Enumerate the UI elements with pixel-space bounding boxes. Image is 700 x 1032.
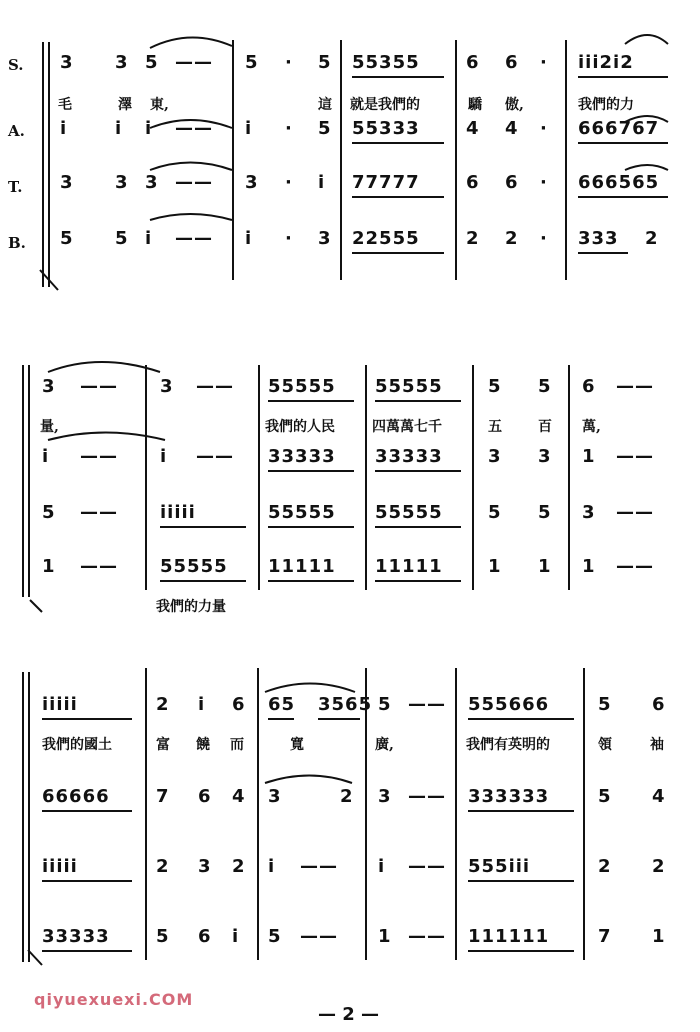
note: 5 [318,118,332,139]
part-label-soprano: S. [8,56,24,74]
dash: —— [80,502,118,523]
dot: · [285,52,293,73]
lyric: 我們的人民 [265,419,335,435]
note: 5 [60,228,74,249]
corner-mark-3 [28,950,42,965]
note: 3 [245,172,259,193]
note: 2 [598,856,612,877]
note: 2 [156,694,170,715]
note: 1 [488,556,502,577]
dash: —— [175,52,213,73]
note: 3 [145,172,159,193]
underline [268,718,294,720]
system-2-brace-inner [28,365,30,597]
note: 1 [42,556,56,577]
note-group: 55555 [375,376,443,397]
system-1-brace [42,42,44,287]
barline [568,365,570,590]
dash: —— [616,556,654,577]
note: 5 [538,502,552,523]
lyric: 領 [598,737,612,753]
note: i [145,118,153,139]
lyric: 就是我們的 [350,97,420,113]
note-group: 555666 [468,694,550,715]
lyric: 富 [156,737,170,753]
note: i [42,446,50,467]
note: 3 [538,446,552,467]
note-group: 22555 [352,228,420,249]
system-3-brace [22,672,24,962]
barline [565,40,567,280]
note: i [115,118,123,139]
note: 6 [198,926,212,947]
dot: · [540,228,548,249]
note: i [378,856,386,877]
slur-s3-alto [265,776,352,784]
note: 6 [505,172,519,193]
system-1-brace-inner [48,42,50,287]
note-group: 77777 [352,172,420,193]
tie-s1-soprano [150,37,232,48]
dot: · [285,118,293,139]
note: 4 [652,786,666,807]
lyric: 我們有英明的 [466,737,550,753]
underline [352,76,444,78]
note: 3 [160,376,174,397]
barline [472,365,474,590]
note: 2 [156,856,170,877]
underline [468,880,574,882]
note: 6 [466,52,480,73]
note: 1 [582,446,596,467]
lyric: 廣, [375,737,394,753]
underline [578,76,668,78]
note: 5 [538,376,552,397]
note: 1 [538,556,552,577]
note: i [160,446,168,467]
lyric: 毛 [58,97,72,113]
note: 4 [466,118,480,139]
lyric: 袖 [650,737,664,753]
tie-s1-tenor [150,163,232,171]
note: 7 [156,786,170,807]
tie-s2-soprano [48,362,160,372]
note: 5 [488,376,502,397]
underline [42,810,132,812]
underline [42,718,132,720]
note: 5 [245,52,259,73]
note: 5 [598,786,612,807]
note-group: 55555 [160,556,228,577]
note: 2 [340,786,354,807]
note: 6 [232,694,246,715]
dash: —— [300,856,338,877]
note: 4 [232,786,246,807]
note-group: iiiii [42,694,78,715]
note: 2 [505,228,519,249]
slur-s1-tenor-end [625,165,668,170]
part-label-bass: B. [8,234,26,252]
note-group: 333333 [468,786,550,807]
note: 3 [115,172,129,193]
note-group: 55555 [375,502,443,523]
note: 5 [145,52,159,73]
note: 7 [598,926,612,947]
underline [42,880,132,882]
note: 2 [466,228,480,249]
barline [455,668,457,960]
note-group: 3565 [318,694,373,715]
underline [42,950,132,952]
note: 5 [156,926,170,947]
note-group: 333 [578,228,619,249]
note: 1 [378,926,392,947]
note: 3 [378,786,392,807]
note-group: 65 [268,694,296,715]
lyric: 傲, [505,97,524,113]
note-group: 55555 [268,376,336,397]
note: 3 [582,502,596,523]
note: 5 [115,228,129,249]
lyric: 東, [150,97,169,113]
note-group: 33333 [375,446,443,467]
note: 1 [582,556,596,577]
note: i [232,926,240,947]
note-group: iiiii [42,856,78,877]
system-3-brace-inner [28,672,30,962]
slur-s1-soprano-end [625,35,668,44]
note: 1 [652,926,666,947]
lyric: 饒 [196,737,210,753]
corner-mark-2 [30,600,42,612]
note-group: 666565 [578,172,660,193]
underline [375,400,461,402]
lyric: 寬 [290,737,304,753]
note: 6 [582,376,596,397]
barline [145,668,147,960]
dash: —— [408,926,446,947]
note-group: 33333 [42,926,110,947]
lyric: 驕 [468,97,482,113]
dash: —— [175,118,213,139]
system-2-brace [22,365,24,597]
barline [340,40,342,280]
underline [468,950,574,952]
dash: —— [408,856,446,877]
note: i [60,118,68,139]
barline [257,668,259,960]
dash: —— [616,376,654,397]
dash: —— [80,556,118,577]
note: i [318,172,326,193]
note-group: 11111 [268,556,336,577]
slur-s3-soprano [265,684,355,693]
note: i [245,118,253,139]
dot: · [540,52,548,73]
dot: · [285,228,293,249]
note-group: 11111 [375,556,443,577]
bass-lyric: 我們的力量 [156,599,226,615]
lyric: 澤 [118,97,132,113]
underline [318,718,360,720]
underline [352,142,444,144]
note: 3 [268,786,282,807]
barline [365,365,367,590]
note: 4 [505,118,519,139]
underline [578,196,668,198]
part-label-alto: A. [8,122,25,140]
dot: · [540,172,548,193]
underline [375,470,461,472]
lyric: 四萬萬七千 [372,419,442,435]
note: 2 [645,228,659,249]
underline [468,810,574,812]
barline [232,40,234,280]
note: 3 [42,376,56,397]
note: 3 [198,856,212,877]
underline [468,718,574,720]
underline [375,526,461,528]
dash: —— [175,228,213,249]
note: 5 [42,502,56,523]
dash: —— [408,694,446,715]
lyric: 百 [538,419,552,435]
dash: —— [196,446,234,467]
note: 5 [598,694,612,715]
underline [578,252,628,254]
tie-s1-bass [150,214,232,220]
lyric: 量, [40,419,59,435]
note: 3 [318,228,332,249]
note-group: 66666 [42,786,110,807]
note: 6 [652,694,666,715]
note: 5 [378,694,392,715]
underline [578,142,668,144]
underline [160,580,246,582]
note-group: iii2i2 [578,52,634,73]
dot: · [285,172,293,193]
underline [268,580,354,582]
underline [160,526,246,528]
lyric: 我們的力 [578,97,634,113]
dash: —— [196,376,234,397]
underline [375,580,461,582]
note: 3 [60,52,74,73]
note-group: 33333 [268,446,336,467]
watermark: qiyuexuexi.COM [34,990,194,1009]
note-group: 666767 [578,118,660,139]
barline [145,365,147,590]
note: 6 [198,786,212,807]
dash: —— [80,376,118,397]
note-group: 55355 [352,52,420,73]
dash: —— [175,172,213,193]
underline [352,196,444,198]
lyric: 我們的國土 [42,737,112,753]
note-group: 55333 [352,118,420,139]
note: 5 [488,502,502,523]
note: i [145,228,153,249]
note: 5 [268,926,282,947]
part-label-tenor: T. [8,178,23,196]
lyric: 五 [488,419,502,435]
underline [352,252,444,254]
note: i [245,228,253,249]
note-group: 111111 [468,926,550,947]
underline [268,526,354,528]
note-group: iiiii [160,502,196,523]
dot: · [540,118,548,139]
dash: —— [616,502,654,523]
dash: —— [80,446,118,467]
note-group: 55555 [268,502,336,523]
lyric: 這 [318,97,332,113]
lyric: 萬, [582,419,601,435]
note: i [198,694,206,715]
underline [268,470,354,472]
page-number: — 2 — [318,1004,380,1025]
lyric: 而 [230,737,244,753]
dash: —— [616,446,654,467]
note: i [268,856,276,877]
barline [258,365,260,590]
underline [268,400,354,402]
barline [583,668,585,960]
note: 5 [318,52,332,73]
dash: —— [300,926,338,947]
note: 3 [60,172,74,193]
note: 3 [115,52,129,73]
note: 2 [652,856,666,877]
dash: —— [408,786,446,807]
note: 2 [232,856,246,877]
note-group: 555iii [468,856,531,877]
note: 6 [466,172,480,193]
tie-s2-alto [48,433,165,441]
note: 6 [505,52,519,73]
barline [455,40,457,280]
note: 3 [488,446,502,467]
